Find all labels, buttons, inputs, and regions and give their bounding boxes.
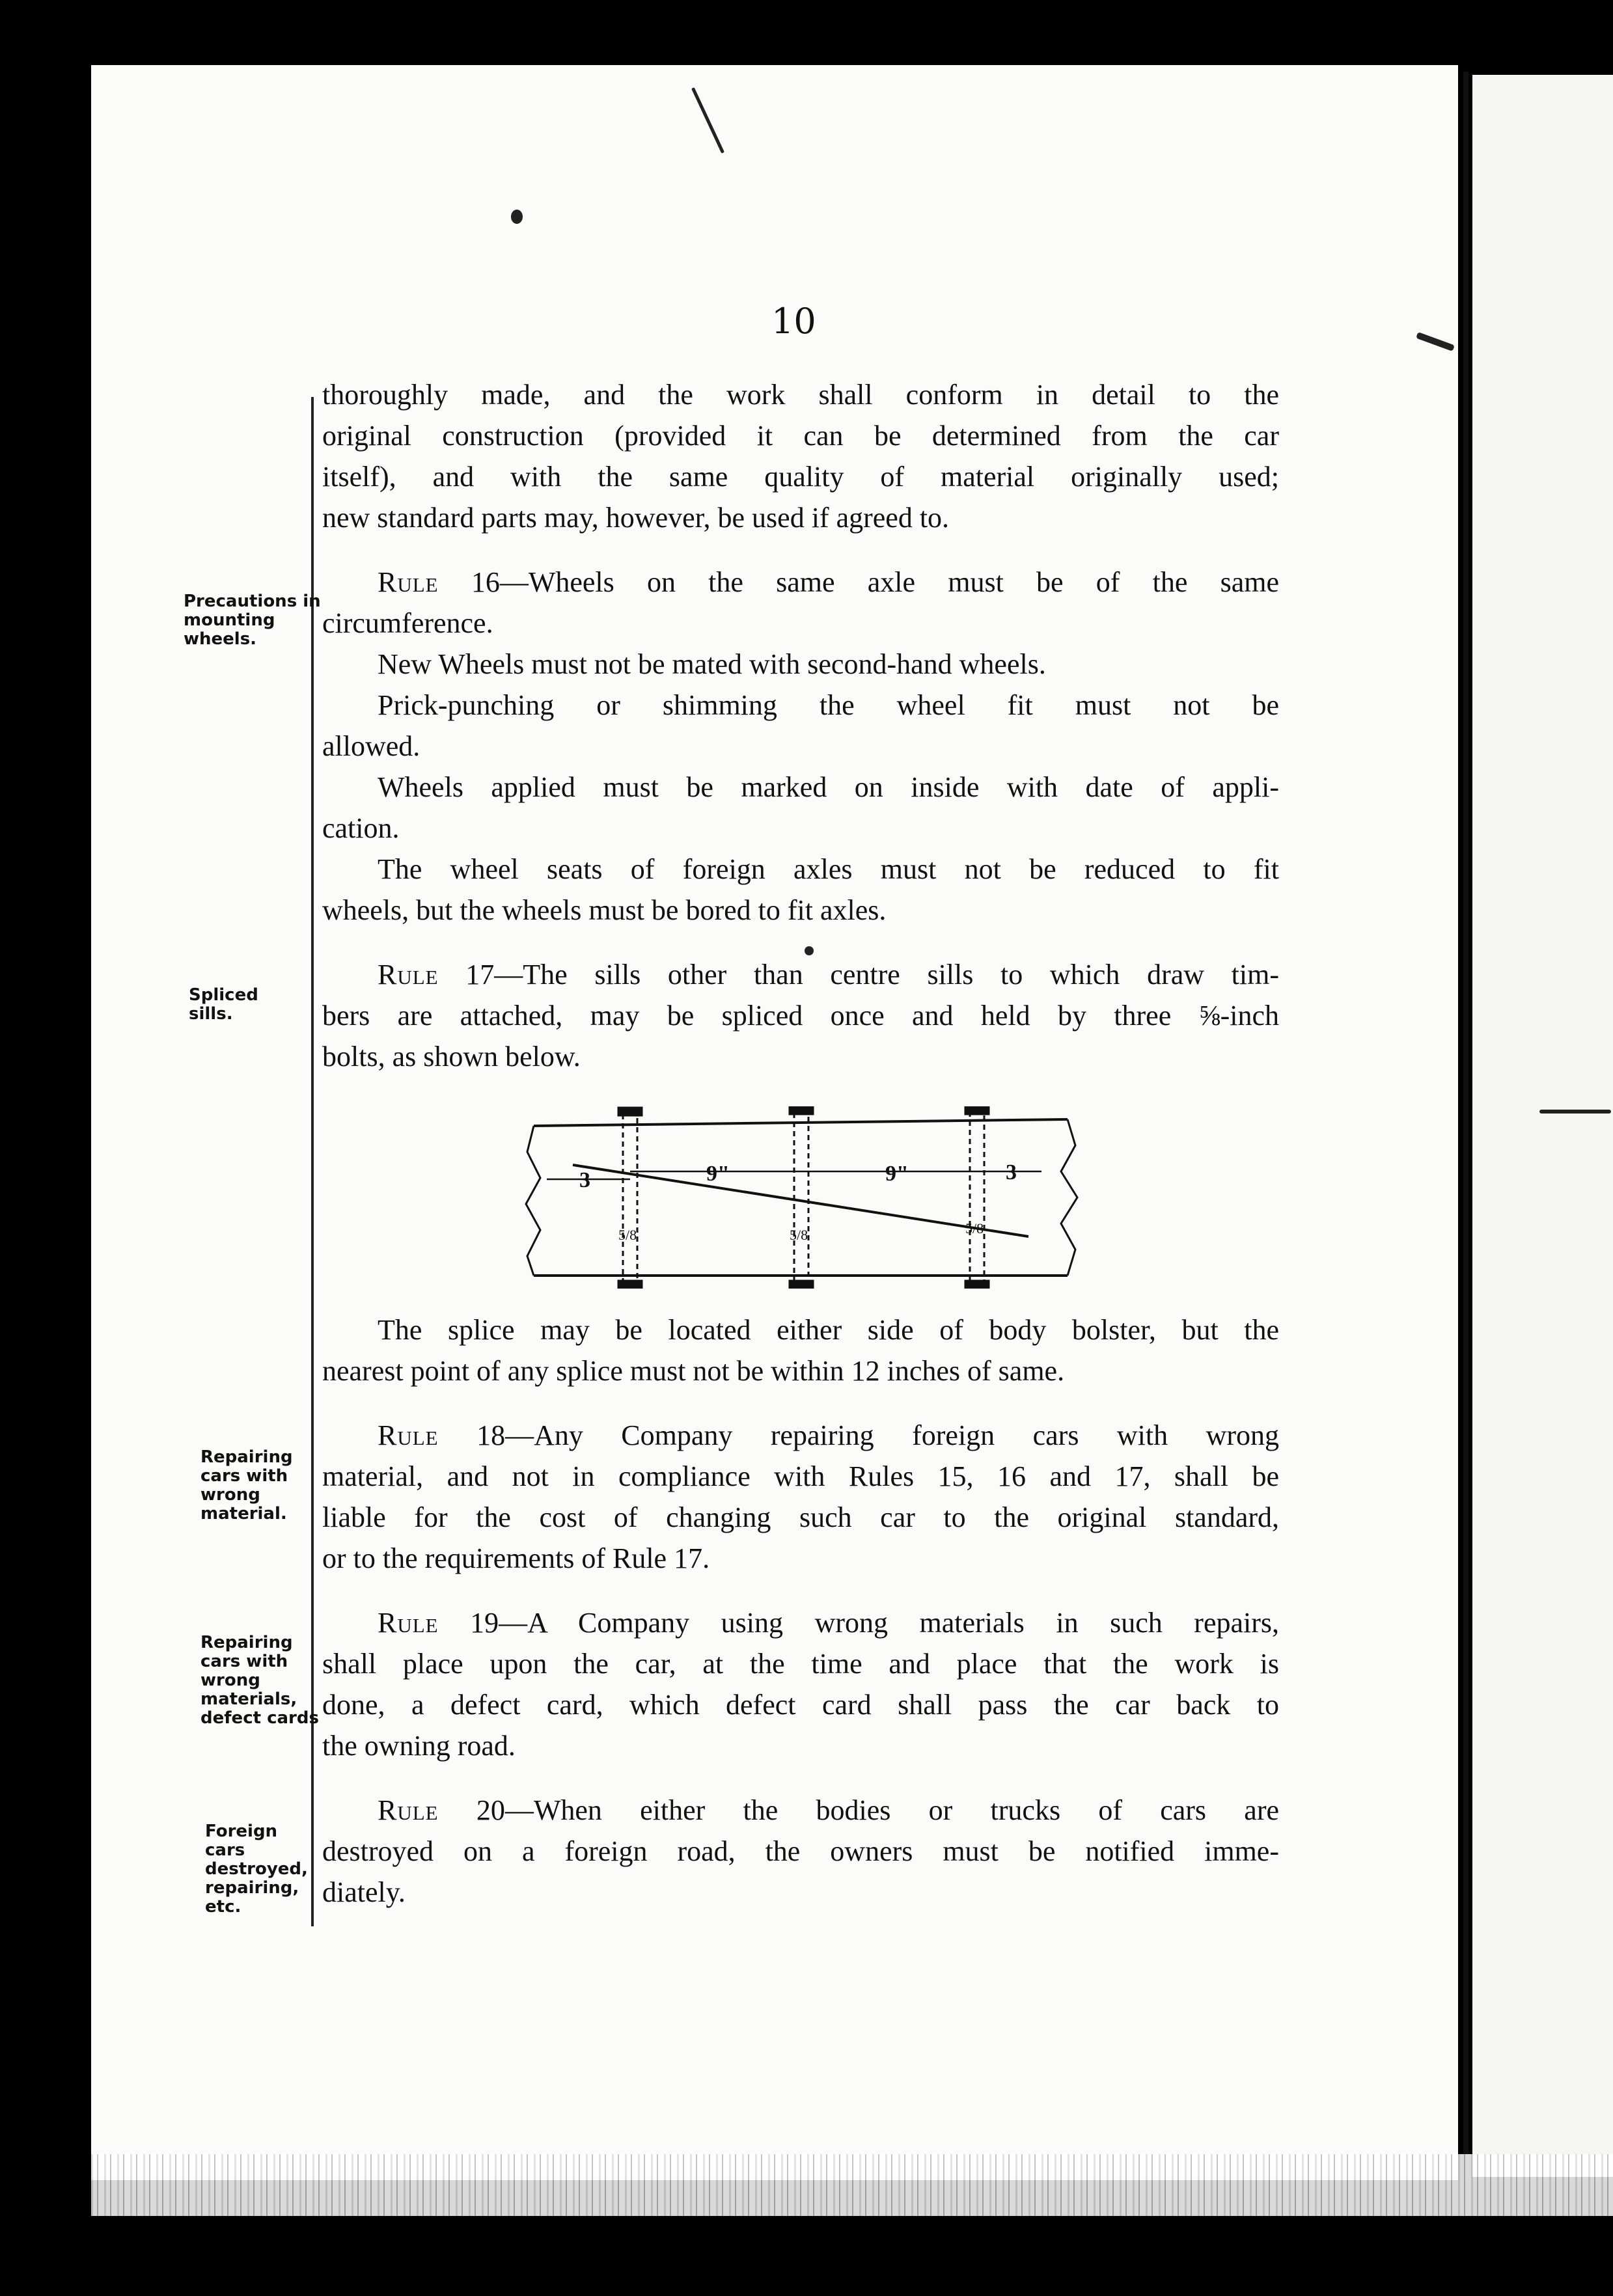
dim-right-label: 3	[1006, 1160, 1017, 1184]
rule-19-text: 19—A Company using wrong materials in such repairs,	[470, 1607, 1280, 1639]
side-note-defect-cards: Repairing cars with wrong materials, defect cards	[200, 1633, 319, 1728]
bolt-left	[623, 1114, 637, 1285]
text-line: new standard parts may, however, be used if agreed to.	[322, 502, 950, 534]
text-line: liable for the cost of changing such car to the original standard,	[322, 1501, 1279, 1533]
text-line: New Wheels must not be mated with second-hand wheels.	[378, 648, 1046, 680]
text-line: destroyed on a foreign road, the owners must be notified imme-	[322, 1835, 1279, 1867]
bolt-nut	[618, 1281, 642, 1289]
rule-18-label: Rule	[378, 1419, 439, 1451]
break-line-right	[1061, 1119, 1077, 1276]
bolt-right	[970, 1112, 984, 1282]
sill-splice-diagram	[521, 1106, 1094, 1289]
text-line: The wheel seats of foreign axles must not be reduced to fit	[378, 853, 1279, 885]
text-line: Wheels applied must be marked on inside with date of appli-	[378, 771, 1279, 803]
text-line: itself), and with the same quality of material originally used;	[322, 461, 1279, 493]
text-line: cation.	[322, 812, 400, 844]
side-note-foreign-cars: Foreign cars destroyed, repairing, etc.	[205, 1822, 308, 1917]
text-line: wheels, but the wheels must be bored to fit axles.	[322, 894, 887, 926]
rule-17-line	[322, 954, 1279, 995]
rule-19-label: Rule	[378, 1607, 439, 1639]
text-line: material, and not in compliance with Rules 15, 16 and 17, shall be	[322, 1460, 1279, 1492]
text-line: Prick-punching or shimming the wheel fit must not be	[378, 689, 1279, 721]
break-line-left	[526, 1126, 540, 1276]
text-line: original construction (provided it can be determined from the car	[322, 420, 1279, 452]
text-line: circumference.	[322, 607, 493, 639]
bolt-head	[618, 1108, 642, 1115]
rule-18-line	[322, 1415, 1279, 1456]
scan-speck	[511, 210, 523, 224]
page-fold-line	[1463, 72, 1468, 2180]
side-note-spliced-sills: Spliced sills.	[189, 985, 258, 1024]
page-number: 10	[771, 301, 816, 342]
text-line: or to the requirements of Rule 17.	[322, 1542, 710, 1574]
rule-18-text: 18—Any Company repairing foreign cars with wrong	[476, 1419, 1280, 1451]
adjacent-page-edge	[1472, 75, 1613, 2177]
scan-bottom-band	[91, 2154, 1613, 2216]
rule-16-text: 16—Wheels on the same axle must be of the same	[471, 566, 1280, 598]
text-line: nearest point of any splice must not be within 12 inches of same.	[322, 1355, 1065, 1387]
bolt-nut	[965, 1281, 989, 1289]
dim-mid-left-label: 9"	[706, 1162, 730, 1186]
rule-16-line	[322, 562, 1279, 603]
bolt-nut	[790, 1281, 813, 1289]
side-note-mounting-wheels: Precautions in mounting wheels.	[184, 592, 321, 649]
dim-mid-right-label: 9"	[885, 1162, 909, 1186]
rule-16-label: Rule	[378, 566, 439, 598]
body-text	[322, 374, 1279, 1077]
side-note-repairing-wrong-material: Repairing cars with wrong material.	[200, 1447, 293, 1524]
text-line: the owning road.	[322, 1730, 516, 1762]
text-line: allowed.	[322, 730, 420, 762]
text-line: bolts, as shown below.	[322, 1041, 581, 1073]
bolt-head	[965, 1106, 989, 1114]
bolt-head	[790, 1106, 813, 1114]
bolt-middle	[794, 1113, 808, 1283]
rule-20-label: Rule	[378, 1794, 439, 1826]
bolt-size-mark: 5/8	[618, 1227, 637, 1243]
rule-17-text: 17—The sills other than centre sills to which draw tim-	[465, 959, 1279, 991]
rule-20-line	[322, 1790, 1279, 1831]
bolt-size-mark: 5/8	[790, 1227, 808, 1243]
rule-19-line	[322, 1602, 1279, 1643]
text-line: diately.	[322, 1876, 406, 1908]
sill-top-edge	[534, 1119, 1068, 1126]
body-text-lower	[322, 1309, 1279, 1913]
text-line: shall place upon the car, at the time and place that the work is	[322, 1648, 1279, 1680]
text-line: thoroughly made, and the work shall conform in detail to the	[322, 379, 1279, 411]
text-line: done, a defect card, which defect card shall pass the car back to	[322, 1689, 1279, 1721]
bolt-size-mark: 5/8	[965, 1220, 984, 1237]
rule-20-text: 20—When either the bodies or trucks of cars are	[476, 1794, 1280, 1826]
text-line: bers are attached, may be spliced once and held by three ⅝-inch	[322, 1000, 1279, 1032]
text-line: The splice may be located either side of body bolster, but the	[378, 1314, 1279, 1346]
scan-mark	[1539, 1110, 1611, 1114]
rule-17-label: Rule	[378, 959, 439, 991]
splice-cut-line	[573, 1165, 1028, 1237]
dim-left-label: 3	[579, 1168, 590, 1192]
